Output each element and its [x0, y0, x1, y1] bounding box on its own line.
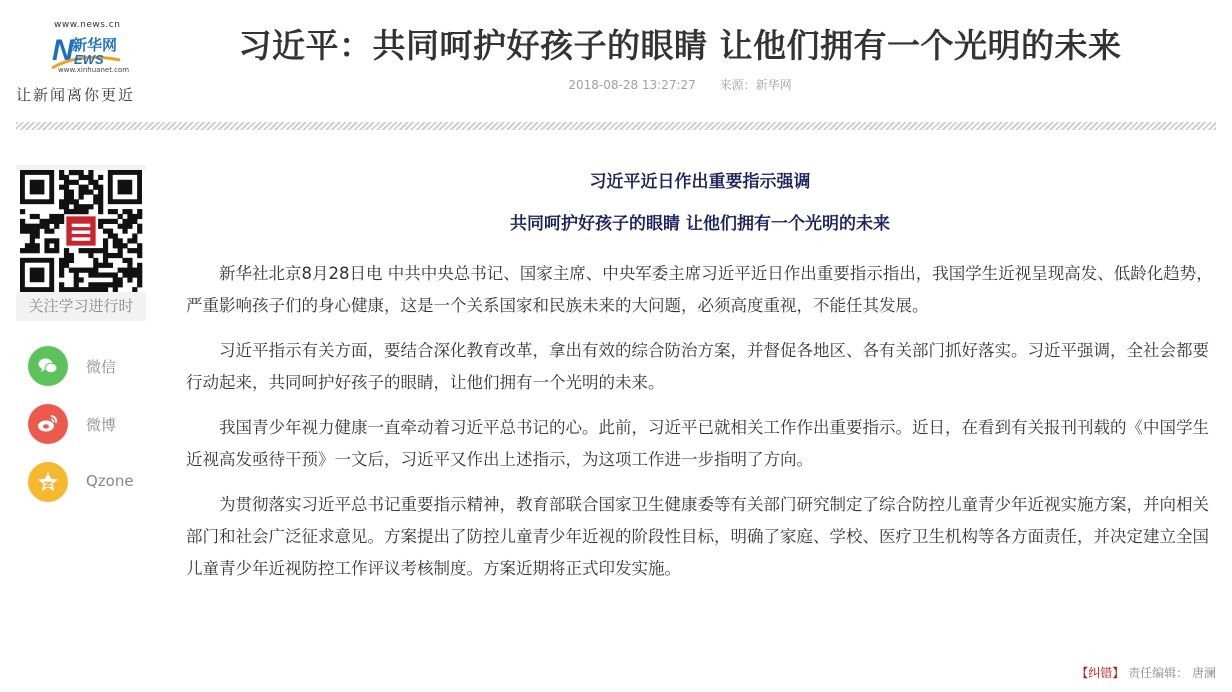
article-datetime: 2018-08-28 13:27:27 — [568, 78, 696, 92]
xinhua-logo[interactable] — [14, 18, 154, 108]
qr-code-icon — [16, 170, 146, 292]
article-paragraph: 我国青少年视力健康一直牵动着习近平总书记的心。此前，习近平已就相关工作作出重要指示。近日，在看到有关报刊刊载的《中国学生近视高发亟待干预》一文后，习近平又作出上述指示，为这项工作进一步指明了方向。 — [186, 418, 1209, 469]
header-divider — [16, 122, 1216, 130]
svg-text:EWS: EWS — [74, 52, 104, 67]
logo-slogan: 让新闻离你更近 — [16, 86, 136, 104]
editor-name: 唐澜 — [1191, 666, 1216, 680]
share-weibo-label: 微博 — [86, 416, 117, 434]
svg-text:新华网: 新华网 — [72, 36, 118, 54]
source-label: 来源： — [719, 78, 756, 92]
wechat-icon[interactable] — [28, 346, 68, 386]
article-footer — [1076, 664, 1216, 681]
qzone-icon[interactable] — [28, 462, 68, 502]
article-subtitle-2: 共同呵护好孩子的眼睛 让他们拥有一个光明的未来 — [510, 214, 890, 234]
article-meta — [180, 76, 1180, 93]
logo-url-top: www.news.cn — [54, 20, 121, 30]
article-body — [186, 168, 1214, 598]
weibo-icon[interactable] — [28, 404, 68, 444]
share-qzone-button[interactable] — [28, 462, 158, 502]
share-wechat-label: 微信 — [86, 358, 117, 376]
qr-caption: 关注学习进行时 — [28, 297, 134, 315]
logo-url-bottom: www.xinhuanet.com — [58, 66, 130, 74]
error-report-link[interactable]: 【纠错】 — [1076, 666, 1125, 680]
editor-label: 责任编辑： — [1128, 666, 1189, 680]
article-source: 新华网 — [755, 78, 792, 92]
qr-code-panel — [16, 165, 146, 321]
article-paragraph: 新华社北京8月28日电 中共中央总书记、国家主席、中央军委主席习近平近日作出重要指示指出，我国学生近视呈现高发、低龄化趋势，严重影响孩子们的身心健康，这是一个关系国家和民族未来的大问题，必须高度重视，不能任其发展。 — [186, 264, 1213, 315]
article-paragraph: 为贯彻落实习近平总书记重要指示精神，教育部联合国家卫生健康委等有关部门研究制定了综合防控儿童青少年近视实施方案，并向相关部门和社会广泛征求意见。方案提出了防控儿童青少年近视的阶段性目标，明确了家庭、学校、医疗卫生机构等各方面责任，并决定建立全国儿童青少年近视防控工作评议考核制度。方案近期将正式印发实施。 — [186, 495, 1209, 578]
article-title: 习近平：共同呵护好孩子的眼睛 让他们拥有一个光明的未来 — [238, 26, 1122, 65]
share-qzone-label: Qzone — [86, 472, 134, 490]
svg-text:N: N — [52, 34, 74, 67]
share-wechat-button[interactable] — [28, 346, 158, 386]
share-weibo-button[interactable] — [28, 404, 158, 444]
article-subtitle-1: 习近平近日作出重要指示强调 — [589, 172, 811, 192]
article-paragraph: 习近平指示有关方面，要结合深化教育改革，拿出有效的综合防治方案，并督促各地区、各有关部门抓好落实。习近平强调，全社会都要行动起来，共同呵护好孩子的眼睛，让他们拥有一个光明的未来。 — [186, 341, 1209, 392]
